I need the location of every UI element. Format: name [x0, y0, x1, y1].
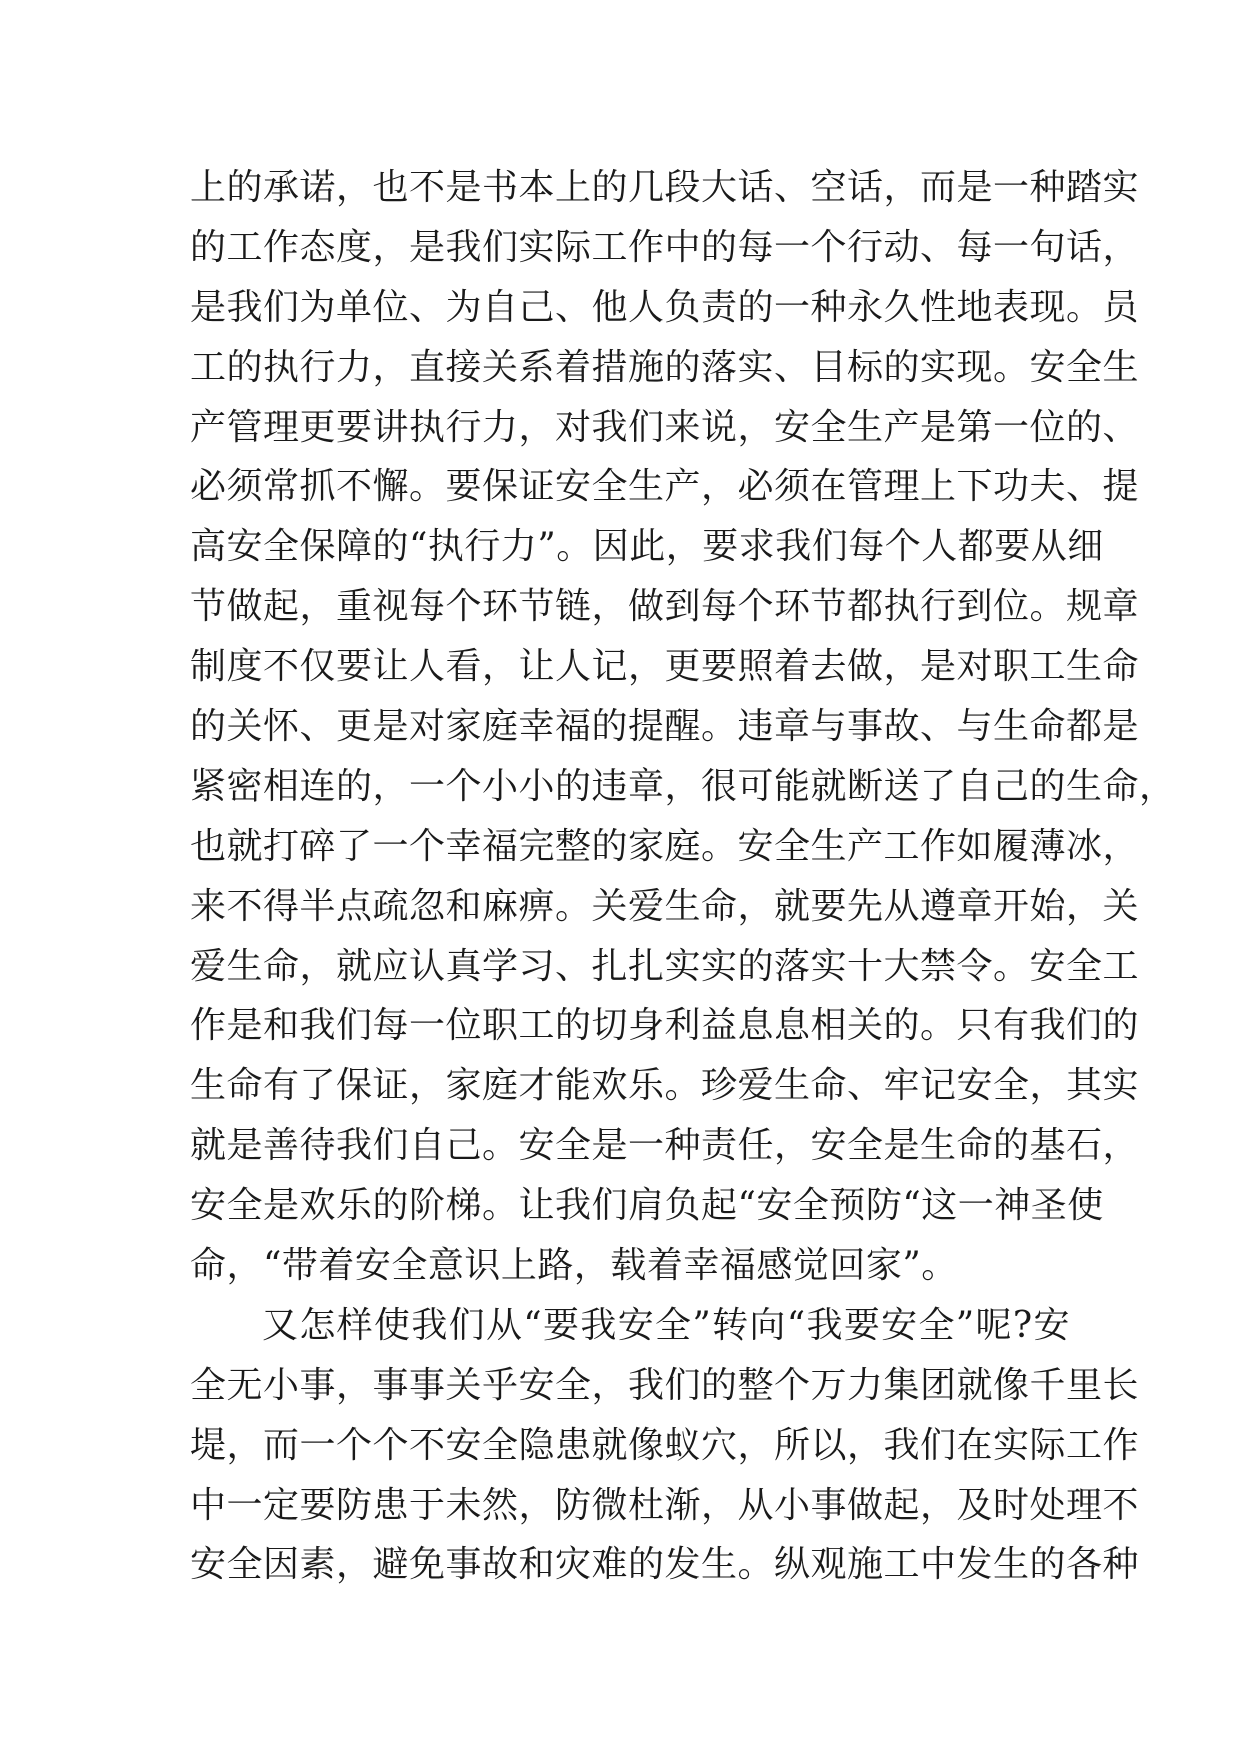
text-line: 的关怀、更是对家庭幸福的提醒。违章与事故、与生命都是: [190, 706, 1140, 748]
text-line: 是我们为单位、为自己、他人负责的一种永久性地表现。员: [190, 286, 1140, 328]
text-line: 工的执行力，直接关系着措施的落实、目标的实现。安全生: [190, 346, 1140, 388]
text-line: 生命有了保证，家庭才能欢乐。珍爱生命、牢记安全，其实: [190, 1065, 1140, 1107]
text-line: 全无小事，事事关乎安全，我们的整个万力集团就像千里长: [190, 1364, 1140, 1406]
text-line: 产管理更要讲执行力，对我们来说，安全生产是第一位的、: [190, 406, 1140, 448]
text-line: 安全是欢乐的阶梯。让我们肩负起“安全预防“这一神圣使: [190, 1185, 1104, 1227]
text-line: 也就打碎了一个幸福完整的家庭。安全生产工作如履薄冰，: [190, 825, 1140, 867]
text-line: 又怎样使我们从“要我安全”转向“我要安全”呢?安: [262, 1304, 1070, 1346]
paragraph-2: [190, 1296, 1140, 1595]
text-line: 堤，而一个个不安全隐患就像蚁穴，所以，我们在实际工作: [190, 1424, 1140, 1466]
text-line: 安全因素，避免事故和灾难的发生。纵观施工中发生的各种: [190, 1544, 1140, 1586]
text-line: 上的承诺，也不是书本上的几段大话、空话，而是一种踏实: [190, 167, 1140, 208]
text-line: 中一定要防患于未然，防微杜渐，从小事做起，及时处理不: [190, 1484, 1140, 1526]
body-text: [190, 158, 1176, 1595]
text-line: 就是善待我们自己。安全是一种责任，安全是生命的基石，: [190, 1125, 1140, 1167]
text-line: 必须常抓不懈。要保证安全生产，必须在管理上下功夫、提: [190, 466, 1140, 508]
text-line: 爱生命，就应认真学习、扎扎实实的落实十大禁令。安全工: [190, 945, 1140, 987]
text-line: 紧密相连的，一个小小的违章，很可能就断送了自己的生命，: [190, 765, 1176, 807]
text-line: 制度不仅要让人看，让人记，更要照着去做，是对职工生命: [190, 646, 1140, 688]
text-line: 命，“带着安全意识上路，载着幸福感觉回家”。: [190, 1245, 958, 1287]
text-line: 作是和我们每一位职工的切身利益息息相关的。只有我们的: [190, 1005, 1140, 1047]
text-line: 的工作态度，是我们实际工作中的每一个行动、每一句话，: [190, 226, 1140, 268]
text-line: 节做起，重视每个环节链，做到每个环节都执行到位。规章: [190, 586, 1140, 628]
text-line: 高安全保障的“执行力”。因此，要求我们每个人都要从细: [190, 526, 1104, 568]
text-line: 来不得半点疏忽和麻痹。关爱生命，就要先从遵章开始，关: [190, 885, 1140, 927]
paragraph-1: [190, 158, 1176, 1296]
